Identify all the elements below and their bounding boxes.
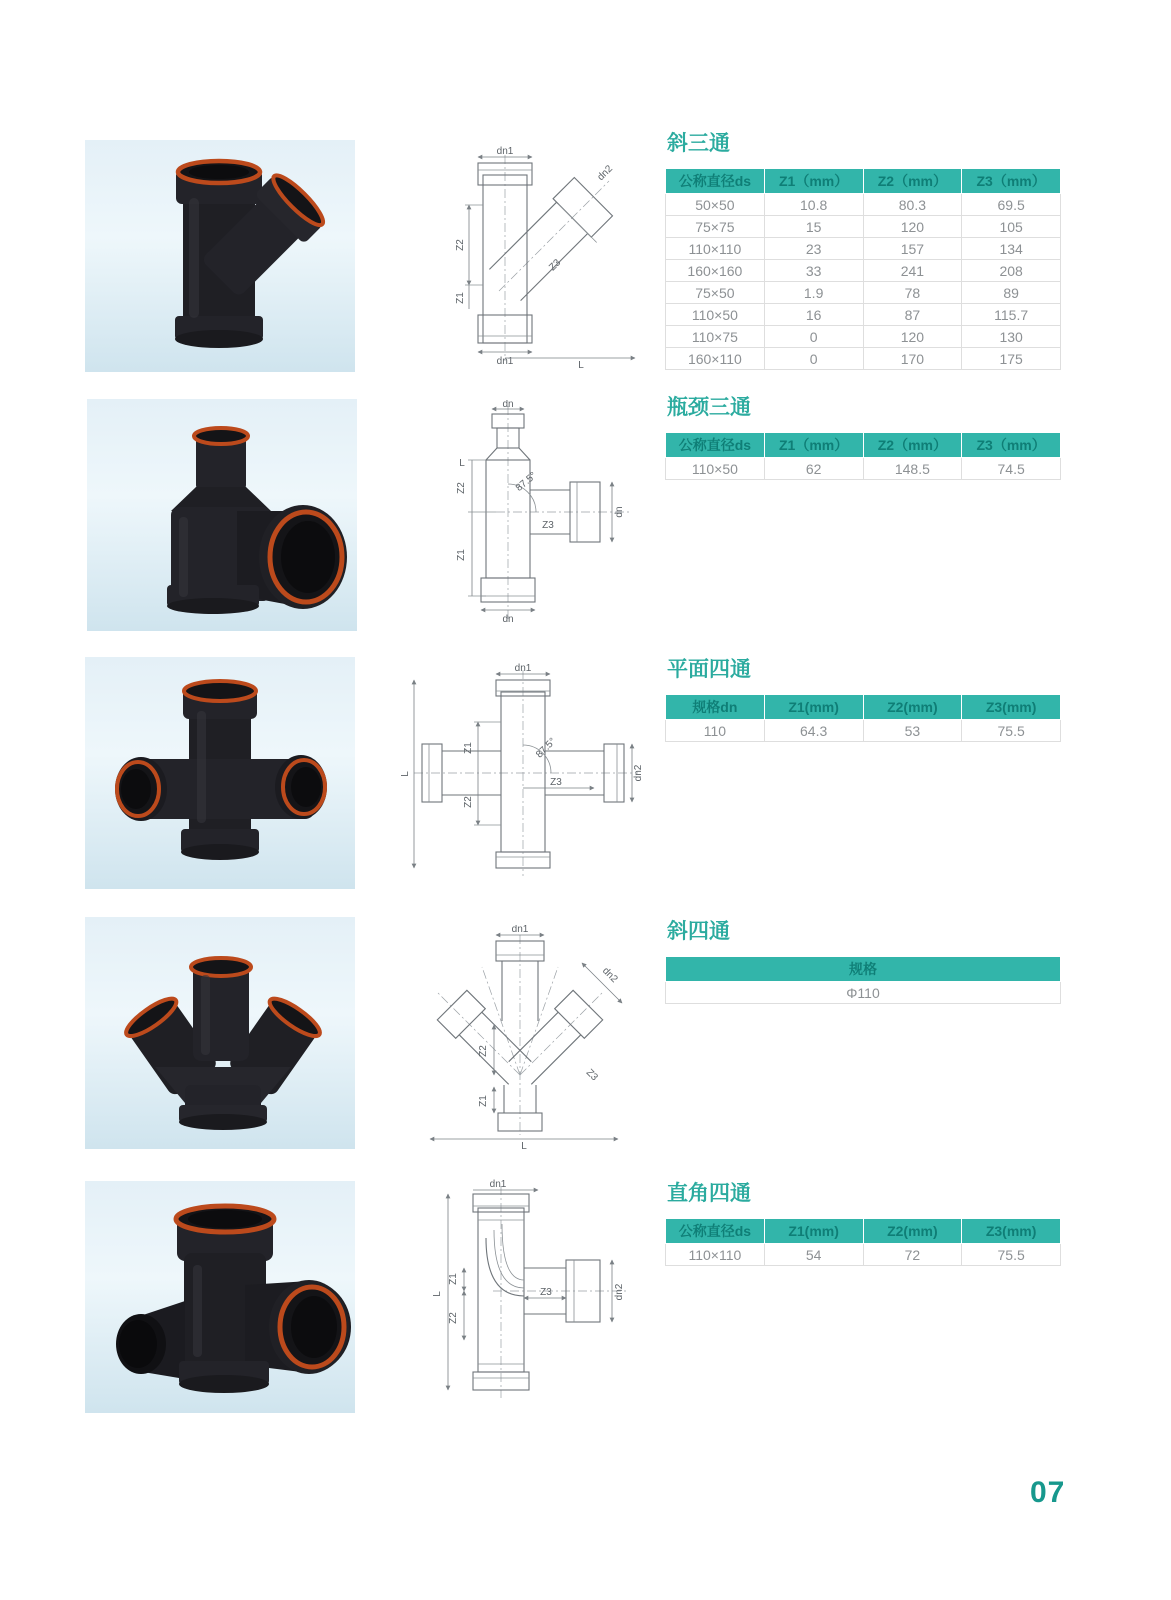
column-header: 公称直径ds <box>666 169 765 194</box>
table-cell: 75.5 <box>962 1244 1061 1266</box>
product-photo-bottleneck-tee <box>87 399 357 631</box>
table-cell: 53 <box>863 720 962 742</box>
dim-label-z2: Z2 <box>463 796 474 808</box>
table-cell: 69.5 <box>962 194 1061 216</box>
column-header: Z1(mm) <box>764 1219 863 1244</box>
dim-label-dn1: dn1 <box>511 925 529 935</box>
dim-label-dn2: dn2 <box>595 163 616 184</box>
dim-label-dn1-bottom: dn1 <box>496 356 514 367</box>
table-cell: 130 <box>962 326 1061 348</box>
table-row <box>666 458 1061 480</box>
product-photo-planar-cross <box>85 657 355 889</box>
column-header: Z2（mm） <box>863 433 962 458</box>
column-header: Z2（mm） <box>863 169 962 194</box>
table-row <box>666 326 1061 348</box>
column-header: Z3(mm) <box>962 1219 1061 1244</box>
table-header-row <box>666 957 1061 982</box>
table-cell: 1.9 <box>764 282 863 304</box>
dim-label-z3: Z3 <box>550 777 562 788</box>
table-row <box>666 720 1061 742</box>
table-cell: 160×110 <box>666 348 765 370</box>
dim-label-L: L <box>400 771 411 777</box>
table-cell: 50×50 <box>666 194 765 216</box>
table-row <box>666 216 1061 238</box>
table-cell: 10.8 <box>764 194 863 216</box>
column-header: 规格dn <box>666 695 765 720</box>
section-title: 瓶颈三通 <box>667 396 751 419</box>
column-header: 公称直径ds <box>666 433 765 458</box>
column-header: 公称直径ds <box>666 1219 765 1244</box>
dim-label-L: L <box>578 360 584 370</box>
dim-label-z1: Z1 <box>463 742 474 754</box>
section-oblique-cross <box>665 920 1061 1004</box>
spec-table <box>665 1218 1061 1266</box>
table-cell: 62 <box>764 458 863 480</box>
oblique-tee-photo-art <box>85 140 355 372</box>
product-photo-right-angle-cross <box>85 1181 355 1413</box>
column-header: Z2(mm) <box>863 1219 962 1244</box>
section-title: 直角四通 <box>667 1182 751 1205</box>
table-row <box>666 304 1061 326</box>
table-cell: 160×160 <box>666 260 765 282</box>
technical-drawing-planar-cross <box>398 660 648 885</box>
column-header: 规格 <box>666 957 1061 982</box>
dim-label-dn1-top: dn1 <box>496 146 514 157</box>
table-cell: 175 <box>962 348 1061 370</box>
section-right-angle-cross <box>665 1182 1061 1266</box>
table-cell: Φ110 <box>666 982 1061 1004</box>
dim-label-dn-right: dn <box>614 506 625 518</box>
section-planar-cross <box>665 658 1061 742</box>
table-cell: 134 <box>962 238 1061 260</box>
right-angle-cross-photo-art <box>85 1181 355 1413</box>
dim-label-z2: Z2 <box>456 482 467 494</box>
column-header: Z1（mm） <box>764 433 863 458</box>
dim-label-angle: 87.5° <box>534 736 559 761</box>
section-title: 斜四通 <box>667 920 730 943</box>
dim-label-L: L <box>459 458 465 469</box>
dim-label-z1: Z1 <box>455 292 466 304</box>
table-row <box>666 982 1061 1004</box>
table-header-row <box>666 1219 1061 1244</box>
table-cell: 15 <box>764 216 863 238</box>
table-row <box>666 194 1061 216</box>
table-cell: 105 <box>962 216 1061 238</box>
table-row <box>666 238 1061 260</box>
table-header-row <box>666 169 1061 194</box>
column-header: Z3（mm） <box>962 169 1061 194</box>
table-cell: 72 <box>863 1244 962 1266</box>
dim-label-z2: Z2 <box>448 1312 459 1324</box>
table-header-row <box>666 695 1061 720</box>
table-cell: 110 <box>666 720 765 742</box>
section-title: 斜三通 <box>667 132 730 155</box>
table-cell: 110×75 <box>666 326 765 348</box>
page-number: 07 <box>1030 1476 1066 1509</box>
oblique-cross-photo-art <box>85 917 355 1149</box>
table-header-row <box>666 433 1061 458</box>
table-cell: 110×110 <box>666 238 765 260</box>
technical-drawing-bottleneck-tee <box>398 400 648 625</box>
dim-label-z1: Z1 <box>456 549 467 561</box>
dim-label-dn-top: dn <box>502 400 514 410</box>
planar-cross-photo-art <box>85 657 355 889</box>
table-cell: 120 <box>863 216 962 238</box>
dim-label-dn2: dn2 <box>614 1283 625 1301</box>
column-header: Z1（mm） <box>764 169 863 194</box>
table-cell: 208 <box>962 260 1061 282</box>
table-cell: 78 <box>863 282 962 304</box>
section-title: 平面四通 <box>667 658 751 681</box>
table-cell: 80.3 <box>863 194 962 216</box>
dim-label-z2: Z2 <box>455 239 466 251</box>
table-row <box>666 282 1061 304</box>
table-cell: 0 <box>764 326 863 348</box>
spec-table <box>665 432 1061 480</box>
dim-label-z3: Z3 <box>583 1067 600 1084</box>
column-header: Z2(mm) <box>863 695 962 720</box>
section-oblique-tee <box>665 132 1061 370</box>
dim-label-z3: Z3 <box>540 1287 552 1298</box>
dim-label-dn2: dn2 <box>599 965 620 986</box>
table-cell: 54 <box>764 1244 863 1266</box>
table-cell: 75×50 <box>666 282 765 304</box>
dim-label-z1: Z1 <box>478 1095 489 1107</box>
table-cell: 87 <box>863 304 962 326</box>
spec-table <box>665 956 1061 1004</box>
dim-label-L: L <box>432 1291 443 1297</box>
column-header: Z3(mm) <box>962 695 1061 720</box>
table-row <box>666 260 1061 282</box>
table-cell: 33 <box>764 260 863 282</box>
technical-drawing-oblique-tee <box>395 145 645 370</box>
dim-label-z3: Z3 <box>542 520 554 531</box>
dim-label-z3: Z3 <box>547 257 564 274</box>
bottleneck-tee-photo-art <box>87 399 357 631</box>
table-row <box>666 348 1061 370</box>
spec-table <box>665 168 1061 370</box>
column-header: Z3（mm） <box>962 433 1061 458</box>
product-photo-oblique-tee <box>85 140 355 372</box>
table-cell: 157 <box>863 238 962 260</box>
table-cell: 0 <box>764 348 863 370</box>
table-cell: 64.3 <box>764 720 863 742</box>
table-cell: 89 <box>962 282 1061 304</box>
table-cell: 16 <box>764 304 863 326</box>
dim-label-L: L <box>521 1141 527 1150</box>
product-photo-oblique-cross <box>85 917 355 1149</box>
dim-label-angle: 87.5° <box>513 470 539 494</box>
dim-label-dn-bottom: dn <box>502 614 514 625</box>
table-cell: 23 <box>764 238 863 260</box>
dim-label-z2: Z2 <box>478 1045 489 1057</box>
table-cell: 120 <box>863 326 962 348</box>
column-header: Z1(mm) <box>764 695 863 720</box>
dim-label-dn1: dn1 <box>489 1179 507 1190</box>
table-cell: 74.5 <box>962 458 1061 480</box>
table-cell: 148.5 <box>863 458 962 480</box>
table-cell: 110×110 <box>666 1244 765 1266</box>
technical-drawing-right-angle-cross <box>398 1178 648 1403</box>
spec-table <box>665 694 1061 742</box>
table-cell: 110×50 <box>666 304 765 326</box>
table-cell: 170 <box>863 348 962 370</box>
technical-drawing-oblique-cross <box>390 925 650 1150</box>
table-cell: 115.7 <box>962 304 1061 326</box>
dim-label-dn2: dn2 <box>633 764 644 782</box>
table-cell: 75.5 <box>962 720 1061 742</box>
section-bottleneck-tee <box>665 396 1061 480</box>
dim-label-z1: Z1 <box>448 1273 459 1285</box>
dim-label-dn1: dn1 <box>514 663 532 674</box>
table-cell: 241 <box>863 260 962 282</box>
table-row <box>666 1244 1061 1266</box>
table-cell: 110×50 <box>666 458 765 480</box>
table-cell: 75×75 <box>666 216 765 238</box>
